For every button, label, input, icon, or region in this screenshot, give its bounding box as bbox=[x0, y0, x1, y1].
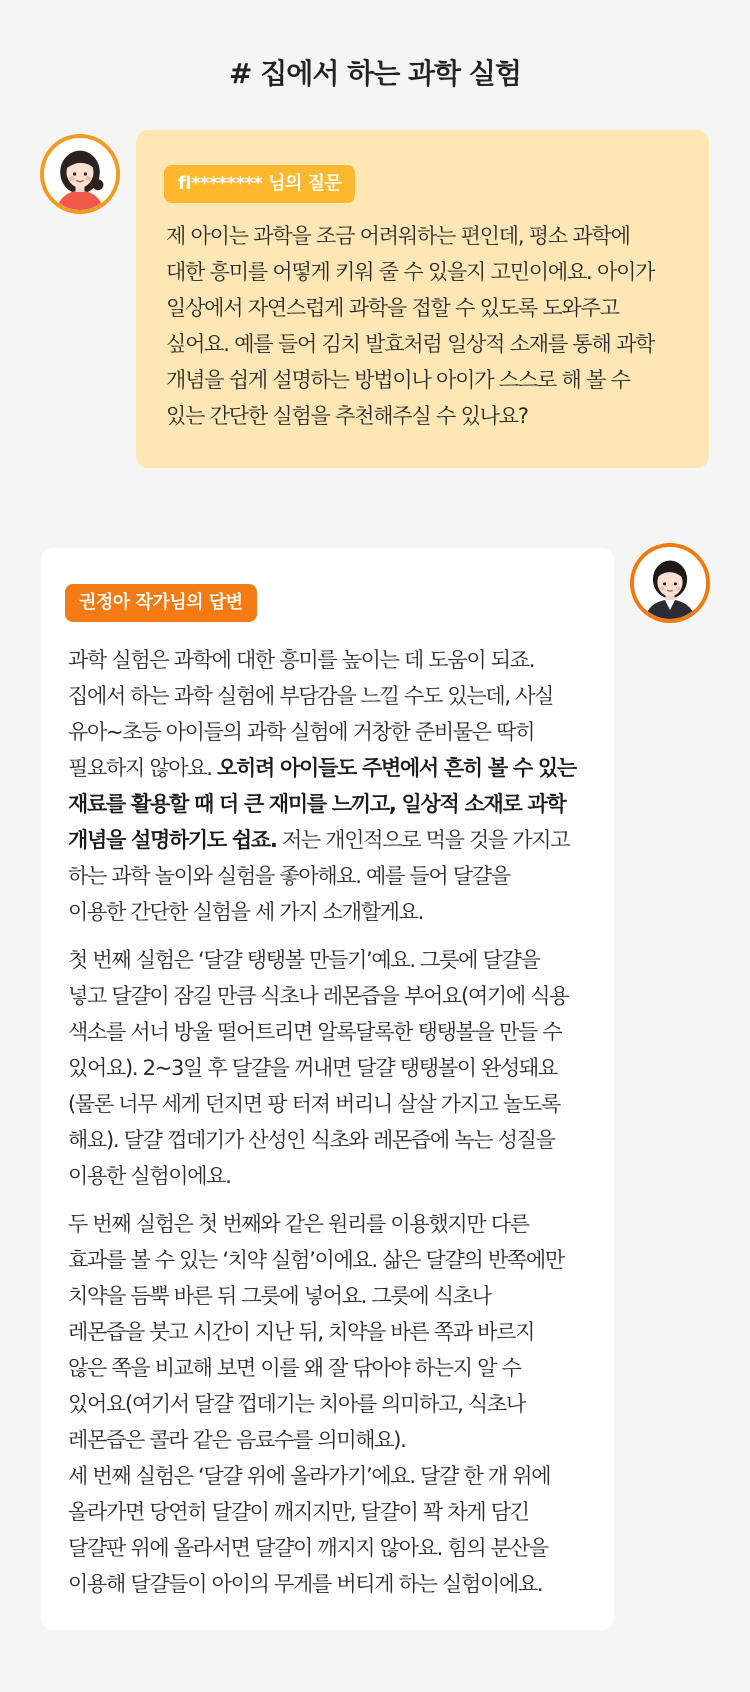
answer-p1-bold: 오히려 아이들도 주변에서 흔히 볼 수 있는 재료를 활용할 때 더 큰 재미를 느끼고, 일상적 소재로 과학 개념을 설명하기도 쉽죠. bbox=[68, 756, 576, 852]
answer-card bbox=[41, 548, 614, 1630]
answer-body bbox=[68, 642, 598, 1614]
answer-paragraph-3: 두 번째 실험은 첫 번째와 같은 원리를 이용했지만 다른 효과를 볼 수 있는 ‘치약 실험’이에요. 삶은 달걀의 반쪽에만 치약을 듬뿍 바른 뒤 그릇에 넣어요. 그릇에 식초나 레몬즙을 붓고 시간이 지난 뒤, 치약을 바른 쪽과 바르지 않은 쪽을 비교해 보면 이를 왜 잘 닦아야 하는지 알 수 있어요(여기서 달걀 껍데기는 치아를 의미하고, 식초나 레몬즙은 콜라 같은 음료수를 의미해요). bbox=[68, 1212, 564, 1452]
woman-avatar-icon bbox=[40, 134, 120, 214]
question-card bbox=[136, 130, 709, 468]
answer-p1-text: 과학 실험은 과학에 대한 흥미를 높이는 데 도움이 되죠. 집에서 하는 과학 실험에 부담감을 느낄 수도 있는데, 사실 유아~초등 아이들의 과학 실험에 거창한 준비물은 딱히 필요하지 않아요. bbox=[68, 648, 554, 780]
answer-p1-text-end: 저는 개인적으로 먹을 것을 가지고 하는 과학 놀이와 실험을 좋아해요. 예를 들어 달걀을 이용한 간단한 실험을 세 가지 소개할게요. bbox=[68, 828, 570, 924]
answer-paragraph-4: 세 번째 실험은 ‘달걀 위에 올라가기’에요. 달걀 한 개 위에 올라가면 당연히 달걀이 깨지지만, 달걀이 꽉 차게 담긴 달걀판 위에 올라서면 달걀이 깨지지 않아요. 힘의 분산을 이용해 달걀들이 아이의 무게를 버티게 하는 실험이에요. bbox=[68, 1464, 551, 1596]
question-text: 제 아이는 과학을 조금 어려워하는 편인데, 평소 과학에 대한 흥미를 어떻게 키워 줄 수 있을지 고민이에요. 아이가 일상에서 자연스럽게 과학을 접할 수 있도록 도와주고 싶어요. 예를 들어 김치 발효처럼 일상적 소재를 통해 과학 개념을 쉽게 설명하는 방법이나 아이가 스스로 해 볼 수 있는 간단한 실험을 추천해주실 수 있나요? bbox=[166, 224, 655, 428]
page-title: # 집에서 하는 과학 실험 bbox=[229, 57, 521, 90]
answer-paragraph-1 bbox=[68, 642, 598, 930]
answer-paragraph-2: 첫 번째 실험은 ‘달걀 탱탱볼 만들기’예요. 그릇에 달걀을 넣고 달걀이 잠길 만큼 식초나 레몬즙을 부어요(여기에 식용 색소를 서너 방울 떨어트리면 알록달록한 탱탱볼을 만들 수 있어요). 2~3일 후 달걀을 꺼내면 달걀 탱탱볼이 완성돼요 (물론 너무 세게 던지면 팡 터져 버리니 살살 가지고 놀도록 해요). 달걀 껍데기가 산성인 식초와 레몬즙에 녹는 성질을 이용한 실험이에요. bbox=[68, 948, 569, 1188]
question-tag: fl******** 님의 질문 bbox=[164, 165, 355, 203]
answer-tag: 권정아 작가님의 답변 bbox=[65, 584, 257, 622]
author-avatar-icon bbox=[630, 543, 710, 623]
